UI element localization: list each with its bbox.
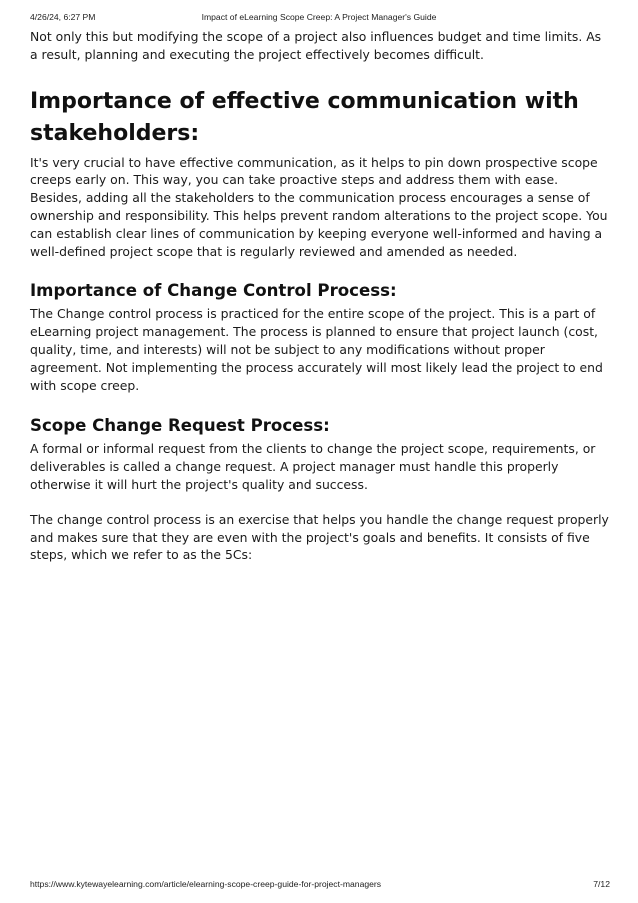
heading-change-control: Importance of Change Control Process: [30, 281, 397, 301]
paragraph-scope-change-1: A formal or informal request from the clients to change the project scope, requirements, or deliverables is called a change request. A project manager must handle this properly otherwise it will hurt the project's quality and success. [30, 441, 596, 492]
paragraph-communication: It's very crucial to have effective communication, as it helps to pin down prospective scope creeps early on. This way, you can take proactive steps and address them with ease. Besides, adding all the stakeholders to the communication process encourages a sense of ownership and responsibility. This helps prevent random alterations to the project scope. You can establish clear lines of communication by keeping everyone well-informed and having a well-defined project scope that is regularly reviewed and amended as needed. [30, 154, 608, 259]
intro-paragraph: Not only this but modifying the scope of a project also influences budget and time limits. As a result, planning and executing the project effectively becomes difficult. [30, 29, 602, 62]
print-datetime: 4/26/24, 6:27 PM [30, 12, 96, 22]
heading-scope-change: Scope Change Request Process: [30, 416, 330, 436]
paragraph-change-control: The Change control process is practiced for the entire scope of the project. This is a part of eLearning project management. The process is planned to ensure that project launch (cost, quality, time, and interests) will not be subject to any modifications without proper agreement. Not implementing the process accurately will most likely lead the project to end with scope creep. [30, 306, 603, 393]
print-page-title: Impact of eLearning Scope Creep: A Project Manager's Guide [201, 12, 437, 22]
heading-communication: Importance of effective communication with stakeholders: [30, 88, 579, 146]
article-content [30, 28, 612, 564]
print-url: https://www.kytewayelearning.com/article/elearning-scope-creep-guide-for-project-managers [30, 879, 382, 889]
paragraph-scope-change-2: The change control process is an exercise that helps you handle the change request properly and makes sure that they are even with the project's goals and benefits. It consists of five steps, which we refer to as the 5Cs: [30, 511, 609, 563]
print-page-number: 7/12 [593, 879, 610, 889]
